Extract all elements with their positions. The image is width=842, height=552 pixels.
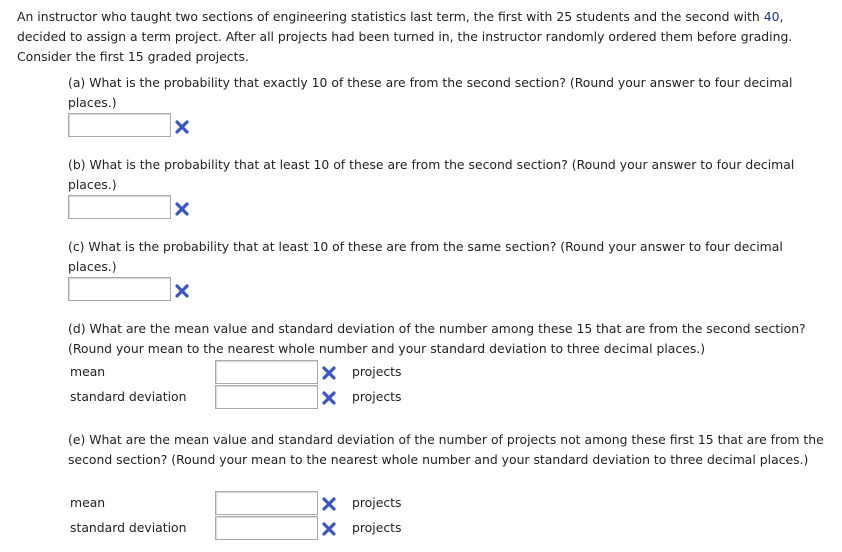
problem-statement (17, 7, 829, 67)
incorrect-x-icon (175, 202, 189, 216)
intro-text-end: , decided to assign a term project. After all projects had been turned in, the instructor randomly ordered them before grading. Consider the first 15 graded projects. (17, 9, 793, 64)
question-e: (e) What are the mean value and standard deviation of the number of projects not among these first 15 that are from the second section? (Round your mean to the nearest whole number and your standard deviation to three decimal places.) (68, 432, 824, 467)
incorrect-x-icon (322, 522, 336, 536)
sd-e-input[interactable] (215, 516, 318, 540)
answer-c-input[interactable] (68, 277, 171, 301)
sd-label-d: standard deviation (70, 389, 187, 404)
answer-a-input[interactable] (68, 113, 171, 137)
question-b: (b) What is the probability that at least 10 of these are from the second section? (Round your answer to four decimal places.) (68, 157, 795, 192)
mean-label-e: mean (70, 495, 106, 510)
sd-d-input[interactable] (215, 385, 318, 409)
incorrect-x-icon (175, 284, 189, 298)
mean-d-input[interactable] (215, 360, 318, 384)
intro-text-start: An instructor who taught two sections of engineering statistics last term, the first with 25 students and the second with (17, 9, 764, 24)
highlighted-value: 40 (763, 9, 780, 24)
sd-label-e: standard deviation (70, 520, 187, 535)
incorrect-x-icon (322, 391, 336, 405)
incorrect-x-icon (322, 366, 336, 380)
unit-label-e-sd: projects (352, 520, 402, 535)
mean-label-d: mean (70, 364, 106, 379)
mean-e-input[interactable] (215, 491, 318, 515)
unit-label-d-sd: projects (352, 389, 402, 404)
incorrect-x-icon (175, 120, 189, 134)
answer-b-input[interactable] (68, 195, 171, 219)
incorrect-x-icon (322, 497, 336, 511)
unit-label-d-mean: projects (352, 364, 402, 379)
question-d: (d) What are the mean value and standard deviation of the number among these 15 that are from the second section? (Round your mean to the nearest whole number and your standard deviation to three decimal places.) (68, 321, 806, 356)
unit-label-e-mean: projects (352, 495, 402, 510)
question-a: (a) What is the probability that exactly 10 of these are from the second section? (Round your answer to four decimal places.) (68, 75, 793, 110)
question-c: (c) What is the probability that at least 10 of these are from the same section? (Round your answer to four decimal places.) (68, 239, 783, 274)
